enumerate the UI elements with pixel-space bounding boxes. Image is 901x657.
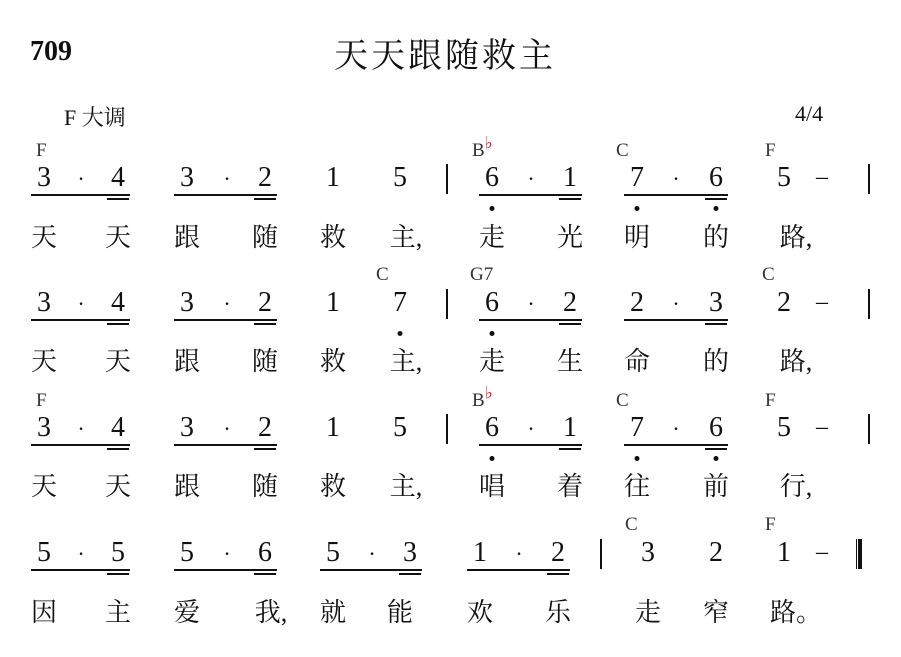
note: 3 — [709, 287, 723, 318]
lyric-syllable: 救 — [319, 223, 347, 252]
note: 1 — [777, 537, 791, 568]
underline — [624, 444, 728, 446]
note: 5 — [777, 162, 791, 193]
underline — [467, 569, 570, 571]
note: 3 — [37, 162, 51, 193]
underline — [174, 194, 277, 196]
barline — [446, 164, 448, 194]
chord-symbol: C — [762, 264, 775, 285]
augmentation-dot: · — [527, 416, 535, 441]
low-octave-dot — [490, 206, 495, 211]
low-octave-dot — [714, 456, 719, 461]
lyric-syllable: 随 — [251, 347, 279, 376]
lyric-syllable: 主, — [389, 472, 423, 501]
lyric-syllable: 前 — [702, 472, 730, 501]
note: 5 — [393, 412, 407, 443]
time-signature: 4/4 — [795, 101, 824, 126]
underline-double — [254, 448, 276, 450]
chord-symbol: C — [616, 140, 629, 161]
note: 6 — [709, 162, 723, 193]
underline-double — [107, 198, 129, 200]
low-octave-dot — [635, 456, 640, 461]
note: 7 — [630, 412, 644, 443]
note: 6 — [709, 412, 723, 443]
lyric-syllable: 救 — [319, 472, 347, 501]
lyric-syllable: 天 — [104, 347, 132, 376]
underline — [624, 194, 728, 196]
hold-dash: – — [816, 164, 828, 190]
chord-symbol: F — [36, 390, 47, 411]
augmentation-dot: · — [77, 416, 85, 441]
note: 5 — [37, 537, 51, 568]
underline-double — [547, 573, 569, 575]
lyric-syllable: 走 — [478, 347, 506, 376]
lyric-syllable: 走 — [478, 223, 506, 252]
chord-symbol: C — [625, 514, 638, 535]
note: 4 — [111, 287, 125, 318]
augmentation-dot: · — [223, 416, 231, 441]
hold-dash: – — [816, 289, 828, 315]
hymn-number: 709 — [30, 36, 72, 67]
barline — [446, 289, 448, 319]
augmentation-dot: · — [527, 291, 535, 316]
note: 6 — [485, 162, 499, 193]
chord-symbol: B♭ — [472, 133, 493, 161]
note: 5 — [393, 162, 407, 193]
chord-symbol: C — [616, 390, 629, 411]
underline-double — [254, 198, 276, 200]
lyric-syllable: 光 — [556, 223, 584, 252]
underline-double — [559, 198, 581, 200]
lyric-syllable: 行, — [779, 472, 813, 501]
augmentation-dot: · — [368, 541, 376, 566]
augmentation-dot: · — [672, 166, 680, 191]
underline-double — [254, 573, 276, 575]
lyric-syllable: 主, — [389, 347, 423, 376]
augmentation-dot: · — [672, 416, 680, 441]
barline — [868, 414, 870, 444]
lyric-syllable: 天 — [30, 472, 58, 501]
note: 1 — [326, 287, 340, 318]
underline — [174, 444, 277, 446]
final-barline — [858, 539, 862, 569]
lyric-syllable: 救 — [319, 347, 347, 376]
chord-symbol: C — [376, 264, 389, 285]
augmentation-dot: · — [515, 541, 523, 566]
note: 3 — [403, 537, 417, 568]
low-octave-dot — [490, 331, 495, 336]
underline-double — [107, 448, 129, 450]
note: 2 — [258, 162, 272, 193]
barline — [600, 539, 602, 569]
lyric-syllable: 能 — [386, 598, 414, 627]
augmentation-dot: · — [223, 291, 231, 316]
low-octave-dot — [714, 206, 719, 211]
note: 2 — [630, 287, 644, 318]
flat-sign: ♭ — [484, 133, 493, 153]
lyric-syllable: 天 — [104, 223, 132, 252]
lyric-syllable: 路, — [779, 347, 813, 376]
lyric-syllable: 跟 — [173, 347, 201, 376]
note: 1 — [326, 412, 340, 443]
note: 3 — [180, 287, 194, 318]
note: 2 — [551, 537, 565, 568]
note: 5 — [777, 412, 791, 443]
lyric-syllable: 唱 — [478, 472, 506, 501]
hold-dash: – — [816, 414, 828, 440]
note: 3 — [37, 412, 51, 443]
lyric-syllable: 窄 — [702, 598, 730, 627]
lyric-syllable: 乐 — [544, 598, 572, 627]
underline-double — [254, 323, 276, 325]
note: 3 — [180, 162, 194, 193]
underline — [479, 319, 582, 321]
underline — [31, 444, 130, 446]
augmentation-dot: · — [672, 291, 680, 316]
note: 1 — [326, 162, 340, 193]
lyric-syllable: 主 — [104, 598, 132, 627]
lyric-syllable: 天 — [30, 347, 58, 376]
lyric-syllable: 跟 — [173, 223, 201, 252]
note: 5 — [326, 537, 340, 568]
flat-sign: ♭ — [484, 383, 493, 403]
low-octave-dot — [635, 206, 640, 211]
lyric-syllable: 天 — [30, 223, 58, 252]
lyric-syllable: 命 — [623, 347, 651, 376]
underline — [31, 194, 130, 196]
lyric-syllable: 的 — [702, 347, 730, 376]
underline-double — [705, 448, 727, 450]
hold-dash: – — [816, 539, 828, 565]
lyric-syllable: 着 — [556, 472, 584, 501]
note: 1 — [473, 537, 487, 568]
note: 3 — [641, 537, 655, 568]
lyric-syllable: 走 — [634, 598, 662, 627]
lyric-syllable: 因 — [30, 598, 58, 627]
note: 2 — [258, 412, 272, 443]
chord-symbol: B♭ — [472, 383, 493, 411]
note: 2 — [563, 287, 577, 318]
underline-double — [705, 198, 727, 200]
augmentation-dot: · — [77, 166, 85, 191]
underline — [479, 444, 582, 446]
lyric-syllable: 明 — [623, 223, 651, 252]
barline — [868, 164, 870, 194]
note: 2 — [258, 287, 272, 318]
final-barline-thin — [856, 539, 857, 569]
note: 2 — [777, 287, 791, 318]
lyric-syllable: 路。 — [769, 598, 823, 627]
chord-symbol: F — [36, 140, 47, 161]
underline-double — [107, 323, 129, 325]
note: 7 — [393, 287, 407, 318]
augmentation-dot: · — [77, 291, 85, 316]
underline — [624, 319, 728, 321]
lyric-syllable: 随 — [251, 472, 279, 501]
lyric-syllable: 我, — [254, 598, 288, 627]
note: 6 — [258, 537, 272, 568]
note: 5 — [180, 537, 194, 568]
underline — [320, 569, 422, 571]
lyric-syllable: 往 — [623, 472, 651, 501]
note: 3 — [180, 412, 194, 443]
augmentation-dot: · — [527, 166, 535, 191]
augmentation-dot: · — [223, 541, 231, 566]
lyric-syllable: 欢 — [466, 598, 494, 627]
lyric-syllable: 随 — [251, 223, 279, 252]
low-octave-dot — [398, 331, 403, 336]
chord-symbol: F — [765, 140, 776, 161]
note: 6 — [485, 412, 499, 443]
underline-double — [559, 448, 581, 450]
note: 1 — [563, 162, 577, 193]
augmentation-dot: · — [223, 166, 231, 191]
underline — [174, 569, 277, 571]
note: 3 — [37, 287, 51, 318]
lyric-syllable: 主, — [389, 223, 423, 252]
barline — [446, 414, 448, 444]
lyric-syllable: 就 — [319, 598, 347, 627]
underline — [174, 319, 277, 321]
underline-double — [107, 573, 129, 575]
chord-symbol: F — [765, 514, 776, 535]
barline — [868, 289, 870, 319]
underline — [479, 194, 582, 196]
underline — [31, 319, 130, 321]
underline — [31, 569, 130, 571]
note: 7 — [630, 162, 644, 193]
note: 6 — [485, 287, 499, 318]
note: 2 — [709, 537, 723, 568]
underline-double — [559, 323, 581, 325]
hymn-title: 天天跟随救主 — [334, 38, 556, 75]
note: 4 — [111, 162, 125, 193]
underline-double — [399, 573, 421, 575]
lyric-syllable: 天 — [104, 472, 132, 501]
lyric-syllable: 生 — [556, 347, 584, 376]
lyric-syllable: 路, — [779, 223, 813, 252]
chord-symbol: G7 — [470, 264, 494, 285]
lyric-syllable: 跟 — [173, 472, 201, 501]
note: 5 — [111, 537, 125, 568]
lyric-syllable: 的 — [702, 223, 730, 252]
augmentation-dot: · — [77, 541, 85, 566]
low-octave-dot — [490, 456, 495, 461]
note: 1 — [563, 412, 577, 443]
key-signature: F 大调 — [64, 105, 126, 130]
note: 4 — [111, 412, 125, 443]
lyric-syllable: 爱 — [173, 598, 201, 627]
underline-double — [705, 323, 727, 325]
chord-symbol: F — [765, 390, 776, 411]
